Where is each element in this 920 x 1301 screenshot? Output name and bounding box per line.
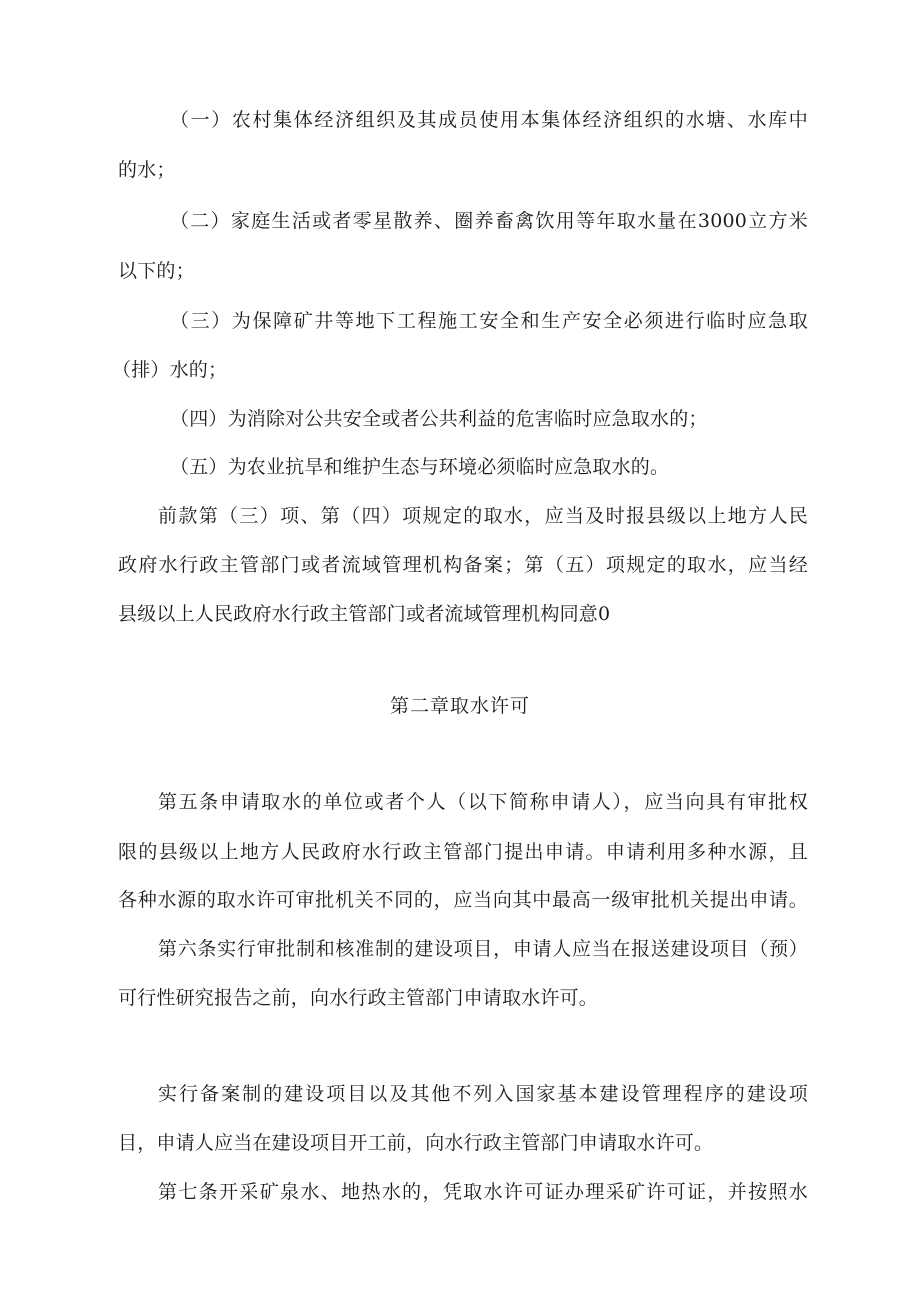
para-1-line-2: 政府水行政主管部门或者流域管理机构备案；第（五）项规定的取水，应当经 [118,554,808,576]
article-5-line-3: 各种水源的取水许可审批机关不同的，应当向其中最高一级审批机关提出申请。 [118,889,808,911]
item-1-line-1: （一）农村集体经济组织及其成员使用本集体经济组织的水塘、水库中 [170,109,808,131]
article-7-line-1: 第七条开采矿泉水、地热水的，凭取水许可证办理采矿许可证，并按照水 [158,1181,808,1203]
article-5-line-1: 第五条申请取水的单位或者个人（以下简称申请人），应当向具有审批权 [158,791,808,813]
item-2-line-1: （二）家庭生活或者零星散养、圈养畜禽饮用等年取水量在3000立方米 [170,210,808,232]
item-1-line-2: 的水； [118,159,176,181]
para-2-line-1: 实行备案制的建设项目以及其他不列入国家基本建设管理程序的建设项 [158,1083,808,1105]
article-5-line-2: 限的县级以上地方人民政府水行政主管部门提出申请。申请利用多种水源，且 [118,841,808,863]
item-3-line-2: （排）水的； [112,359,228,381]
article-6-line-1: 第六条实行审批制和核准制的建设项目，申请人应当在报送建设项目（预） [158,938,808,960]
item-3-line-1: （三）为保障矿井等地下工程施工安全和生产安全必须进行临时应急取 [170,310,808,332]
chapter-heading: 第二章取水许可 [389,695,530,717]
para-2-line-2: 目，申请人应当在建设项目开工前，向水行政主管部门申请取水许可。 [118,1132,714,1154]
para-1-line-3: 县级以上人民政府水行政主管部门或者流域管理机构同意0 [118,603,611,625]
item-5-line: （五）为农业抗旱和维护生态与环境必须临时应急取水的。 [170,456,670,478]
article-6-line-2: 可行性研究报告之前，向水行政主管部门申请取水许可。 [118,987,599,1009]
item-2-line-2: 以下的； [118,260,195,282]
para-1-line-1: 前款第（三）项、第（四）项规定的取水，应当及时报县级以上地方人民 [158,505,808,527]
item-4-line: （四）为消除对公共安全或者公共利益的危害临时应急取水的； [170,408,708,430]
